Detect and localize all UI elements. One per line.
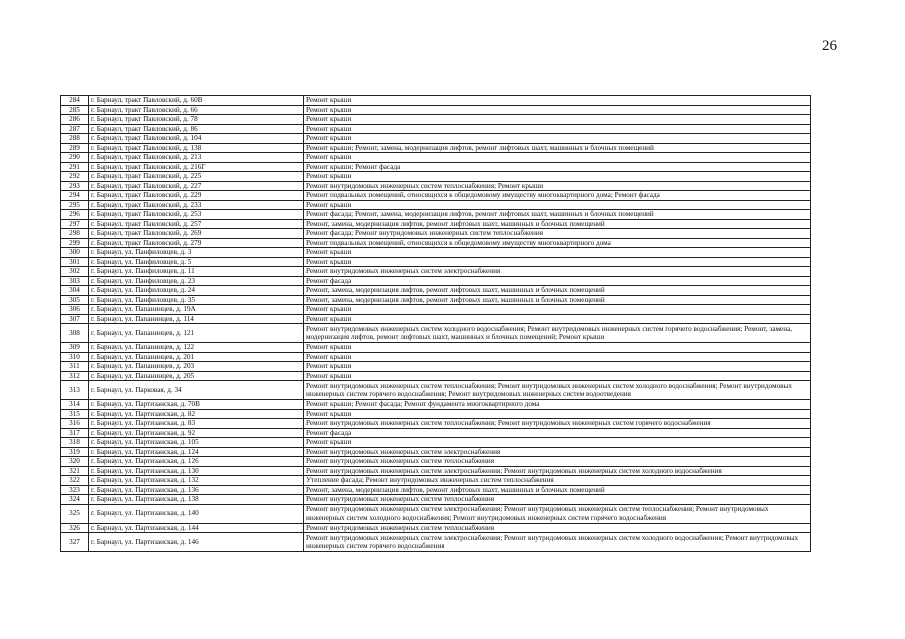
works-cell: Ремонт внутридомовых инженерных систем теплоснабжения (304, 495, 811, 505)
row-number: 299 (61, 238, 89, 248)
works-cell: Ремонт крыши (304, 172, 811, 182)
address-cell: г. Барнаул, ул. Партизанская, д. 124 (89, 447, 304, 457)
address-cell: г. Барнаул, ул. Папанинцев, д. 201 (89, 352, 304, 362)
address-cell: г. Барнаул, ул. Партизанская, д. 92 (89, 428, 304, 438)
address-cell: г. Барнаул, тракт Павловский, д. 216Г (89, 162, 304, 172)
table-row (61, 504, 811, 523)
table-row (61, 381, 811, 400)
works-cell: Ремонт крыши (304, 314, 811, 324)
row-number: 318 (61, 438, 89, 448)
table-row (61, 162, 811, 172)
works-cell: Ремонт крыши (304, 115, 811, 125)
row-number: 302 (61, 267, 89, 277)
address-cell: г. Барнаул, ул. Партизанская, д. 136 (89, 485, 304, 495)
works-cell: Ремонт внутридомовых инженерных систем электроснабжения; Ремонт внутридомовых инженерных систем холодного водоснабжения (304, 466, 811, 476)
row-number: 315 (61, 409, 89, 419)
table-row (61, 466, 811, 476)
address-cell: г. Барнаул, ул. Папанинцев, д. 121 (89, 324, 304, 343)
table-row (61, 523, 811, 533)
row-number: 301 (61, 257, 89, 267)
row-number: 287 (61, 124, 89, 134)
row-number: 309 (61, 343, 89, 353)
address-cell: г. Барнаул, ул. Папанинцев, д. 203 (89, 362, 304, 372)
row-number: 322 (61, 476, 89, 486)
table-row (61, 143, 811, 153)
address-cell: г. Барнаул, тракт Павловский, д. 66 (89, 105, 304, 115)
address-cell: г. Барнаул, ул. Панфиловцев, д. 24 (89, 286, 304, 296)
address-cell: г. Барнаул, ул. Папанинцев, д. 122 (89, 343, 304, 353)
address-cell: г. Барнаул, ул. Панфиловцев, д. 11 (89, 267, 304, 277)
table-row (61, 286, 811, 296)
works-cell: Ремонт внутридомовых инженерных систем электроснабжения (304, 267, 811, 277)
table-row (61, 200, 811, 210)
row-number: 296 (61, 210, 89, 220)
address-cell: г. Барнаул, тракт Павловский, д. 60В (89, 96, 304, 106)
table-row (61, 438, 811, 448)
works-cell: Ремонт, замена, модернизация лифтов, ремонт лифтовых шахт, машинных и блочных помещений (304, 219, 811, 229)
address-cell: г. Барнаул, ул. Партизанская, д. 70В (89, 400, 304, 410)
works-cell: Ремонт крыши (304, 248, 811, 258)
works-cell: Ремонт крыши; Ремонт, замена, модернизация лифтов, ремонт лифтовых шахт, машинных и блочных помещений (304, 143, 811, 153)
works-cell: Ремонт внутридомовых инженерных систем электроснабжения; Ремонт внутридомовых инженерных систем теплоснабжения; Ремонт внутридомовых инженерных систем холодного водоснабжения; Ремонт внутридомовых инженерных систем горячего водоснабжения (304, 504, 811, 523)
address-cell: г. Барнаул, ул. Папанинцев, д. 19А (89, 305, 304, 315)
row-number: 300 (61, 248, 89, 258)
works-cell: Ремонт крыши (304, 257, 811, 267)
works-cell: Ремонт крыши (304, 200, 811, 210)
row-number: 295 (61, 200, 89, 210)
row-number: 321 (61, 466, 89, 476)
table-row (61, 248, 811, 258)
works-cell: Ремонт внутридомовых инженерных систем холодного водоснабжения; Ремонт внутридомовых инженерных систем горячего водоснабжения; Ремонт, замена, модернизация лифтов, ремонт лифтовых шахт, машинных и блочных помещений; Ремонт крыши (304, 324, 811, 343)
row-number: 297 (61, 219, 89, 229)
row-number: 285 (61, 105, 89, 115)
row-number: 326 (61, 523, 89, 533)
address-cell: г. Барнаул, ул. Панфиловцев, д. 35 (89, 295, 304, 305)
address-cell: г. Барнаул, тракт Павловский, д. 233 (89, 200, 304, 210)
repair-table-body (61, 96, 811, 552)
row-number: 316 (61, 419, 89, 429)
works-cell: Ремонт, замена, модернизация лифтов, ремонт лифтовых шахт, машинных и блочных помещений (304, 295, 811, 305)
table-row (61, 533, 811, 552)
table-row (61, 428, 811, 438)
table-row (61, 343, 811, 353)
works-cell: Ремонт внутридомовых инженерных систем теплоснабжения; Ремонт крыши (304, 181, 811, 191)
works-cell: Ремонт крыши (304, 105, 811, 115)
table-row (61, 457, 811, 467)
table-row (61, 362, 811, 372)
row-number: 286 (61, 115, 89, 125)
address-cell: г. Барнаул, ул. Партизанская, д. 140 (89, 504, 304, 523)
table-row (61, 210, 811, 220)
works-cell: Ремонт внутридомовых инженерных систем электроснабжения; Ремонт внутридомовых инженерных систем холодного водоснабжения; Ремонт внутридомовых инженерных систем горячего водоснабжения (304, 533, 811, 552)
row-number: 310 (61, 352, 89, 362)
row-number: 291 (61, 162, 89, 172)
table-row (61, 267, 811, 277)
works-cell: Ремонт внутридомовых инженерных систем теплоснабжения; Ремонт внутридомовых инженерных систем горячего водоснабжения (304, 419, 811, 429)
table-row (61, 485, 811, 495)
address-cell: г. Барнаул, ул. Партизанская, д. 83 (89, 419, 304, 429)
works-cell: Ремонт фасада; Ремонт внутридомовых инженерных систем теплоснабжения (304, 229, 811, 239)
address-cell: г. Барнаул, ул. Панфиловцев, д. 5 (89, 257, 304, 267)
row-number: 320 (61, 457, 89, 467)
table-row (61, 476, 811, 486)
works-cell: Ремонт крыши (304, 305, 811, 315)
row-number: 290 (61, 153, 89, 163)
address-cell: г. Барнаул, тракт Павловский, д. 227 (89, 181, 304, 191)
address-cell: г. Барнаул, тракт Павловский, д. 213 (89, 153, 304, 163)
works-cell: Ремонт, замена, модернизация лифтов, ремонт лифтовых шахт, машинных и блочных помещений (304, 286, 811, 296)
row-number: 308 (61, 324, 89, 343)
table-row (61, 134, 811, 144)
table-row (61, 229, 811, 239)
works-cell: Ремонт крыши; Ремонт фасада; Ремонт фундамента многоквартирного дома (304, 400, 811, 410)
works-cell: Ремонт крыши (304, 371, 811, 381)
row-number: 311 (61, 362, 89, 372)
works-cell: Утепление фасада; Ремонт внутридомовых инженерных систем теплоснабжения (304, 476, 811, 486)
table-row (61, 400, 811, 410)
address-cell: г. Барнаул, ул. Папанинцев, д. 114 (89, 314, 304, 324)
address-cell: г. Барнаул, тракт Павловский, д. 253 (89, 210, 304, 220)
works-cell: Ремонт крыши (304, 96, 811, 106)
works-cell: Ремонт фасада (304, 428, 811, 438)
works-cell: Ремонт крыши (304, 409, 811, 419)
table-row (61, 124, 811, 134)
address-cell: г. Барнаул, ул. Партизанская, д. 132 (89, 476, 304, 486)
works-cell: Ремонт фасада; Ремонт, замена, модернизация лифтов, ремонт лифтовых шахт, машинных и блочных помещений (304, 210, 811, 220)
row-number: 325 (61, 504, 89, 523)
table-row (61, 115, 811, 125)
row-number: 284 (61, 96, 89, 106)
address-cell: г. Барнаул, ул. Партизанская, д. 82 (89, 409, 304, 419)
repair-table (60, 95, 811, 552)
row-number: 319 (61, 447, 89, 457)
address-cell: г. Барнаул, тракт Павловский, д. 86 (89, 124, 304, 134)
address-cell: г. Барнаул, ул. Папанинцев, д. 205 (89, 371, 304, 381)
table-row (61, 305, 811, 315)
address-cell: г. Барнаул, ул. Партизанская, д. 138 (89, 495, 304, 505)
works-cell: Ремонт крыши (304, 343, 811, 353)
page-number: 26 (822, 38, 837, 54)
works-cell: Ремонт внутридомовых инженерных систем теплоснабжения; Ремонт внутридомовых инженерных систем холодного водоснабжения; Ремонт внутридомовых инженерных систем горячего водоснабжения; Ремонт внутридомовых инженерных систем водоотведения (304, 381, 811, 400)
works-cell: Ремонт внутридомовых инженерных систем теплоснабжения (304, 523, 811, 533)
address-cell: г. Барнаул, тракт Павловский, д. 229 (89, 191, 304, 201)
row-number: 323 (61, 485, 89, 495)
table-row (61, 257, 811, 267)
table-row (61, 191, 811, 201)
works-cell: Ремонт крыши (304, 352, 811, 362)
row-number: 294 (61, 191, 89, 201)
works-cell: Ремонт крыши (304, 153, 811, 163)
table-row (61, 295, 811, 305)
works-cell: Ремонт фасада (304, 276, 811, 286)
works-cell: Ремонт крыши (304, 362, 811, 372)
address-cell: г. Барнаул, ул. Панфиловцев, д. 23 (89, 276, 304, 286)
table-row (61, 219, 811, 229)
row-number: 324 (61, 495, 89, 505)
table-row (61, 276, 811, 286)
address-cell: г. Барнаул, ул. Партизанская, д. 144 (89, 523, 304, 533)
address-cell: г. Барнаул, тракт Павловский, д. 257 (89, 219, 304, 229)
row-number: 293 (61, 181, 89, 191)
works-cell: Ремонт крыши (304, 134, 811, 144)
table-row (61, 447, 811, 457)
address-cell: г. Барнаул, тракт Павловский, д. 138 (89, 143, 304, 153)
row-number: 289 (61, 143, 89, 153)
row-number: 298 (61, 229, 89, 239)
row-number: 317 (61, 428, 89, 438)
row-number: 327 (61, 533, 89, 552)
works-cell: Ремонт внутридомовых инженерных систем электроснабжения (304, 447, 811, 457)
works-cell: Ремонт крыши (304, 438, 811, 448)
row-number: 304 (61, 286, 89, 296)
row-number: 303 (61, 276, 89, 286)
address-cell: г. Барнаул, тракт Павловский, д. 269 (89, 229, 304, 239)
table-row (61, 314, 811, 324)
table-row (61, 324, 811, 343)
table-row (61, 238, 811, 248)
table-row (61, 352, 811, 362)
works-cell: Ремонт, замена, модернизация лифтов, ремонт лифтовых шахт, машинных и блочных помещений (304, 485, 811, 495)
works-cell: Ремонт подвальных помещений, относящихся к общедомовому имуществу многоквартирного дома; Ремонт фасада (304, 191, 811, 201)
table-row (61, 419, 811, 429)
row-number: 305 (61, 295, 89, 305)
row-number: 292 (61, 172, 89, 182)
works-cell: Ремонт крыши; Ремонт фасада (304, 162, 811, 172)
table-row (61, 153, 811, 163)
address-cell: г. Барнаул, ул. Партизанская, д. 126 (89, 457, 304, 467)
address-cell: г. Барнаул, ул. Парковая, д. 34 (89, 381, 304, 400)
works-cell: Ремонт подвальных помещений, относящихся к общедомовому имуществу многоквартирного дома (304, 238, 811, 248)
address-cell: г. Барнаул, тракт Павловский, д. 104 (89, 134, 304, 144)
address-cell: г. Барнаул, ул. Партизанская, д. 105 (89, 438, 304, 448)
table-row (61, 172, 811, 182)
address-cell: г. Барнаул, ул. Панфиловцев, д. 3 (89, 248, 304, 258)
table-row (61, 371, 811, 381)
row-number: 312 (61, 371, 89, 381)
address-cell: г. Барнаул, ул. Партизанская, д. 130 (89, 466, 304, 476)
address-cell: г. Барнаул, тракт Павловский, д. 279 (89, 238, 304, 248)
address-cell: г. Барнаул, тракт Павловский, д. 78 (89, 115, 304, 125)
table-row (61, 181, 811, 191)
works-cell: Ремонт крыши (304, 124, 811, 134)
table-row (61, 409, 811, 419)
row-number: 314 (61, 400, 89, 410)
row-number: 306 (61, 305, 89, 315)
table-row (61, 105, 811, 115)
works-cell: Ремонт внутридомовых инженерных систем теплоснабжения (304, 457, 811, 467)
address-cell: г. Барнаул, ул. Партизанская, д. 146 (89, 533, 304, 552)
row-number: 307 (61, 314, 89, 324)
table-row (61, 96, 811, 106)
row-number: 288 (61, 134, 89, 144)
address-cell: г. Барнаул, тракт Павловский, д. 225 (89, 172, 304, 182)
row-number: 313 (61, 381, 89, 400)
table-row (61, 495, 811, 505)
